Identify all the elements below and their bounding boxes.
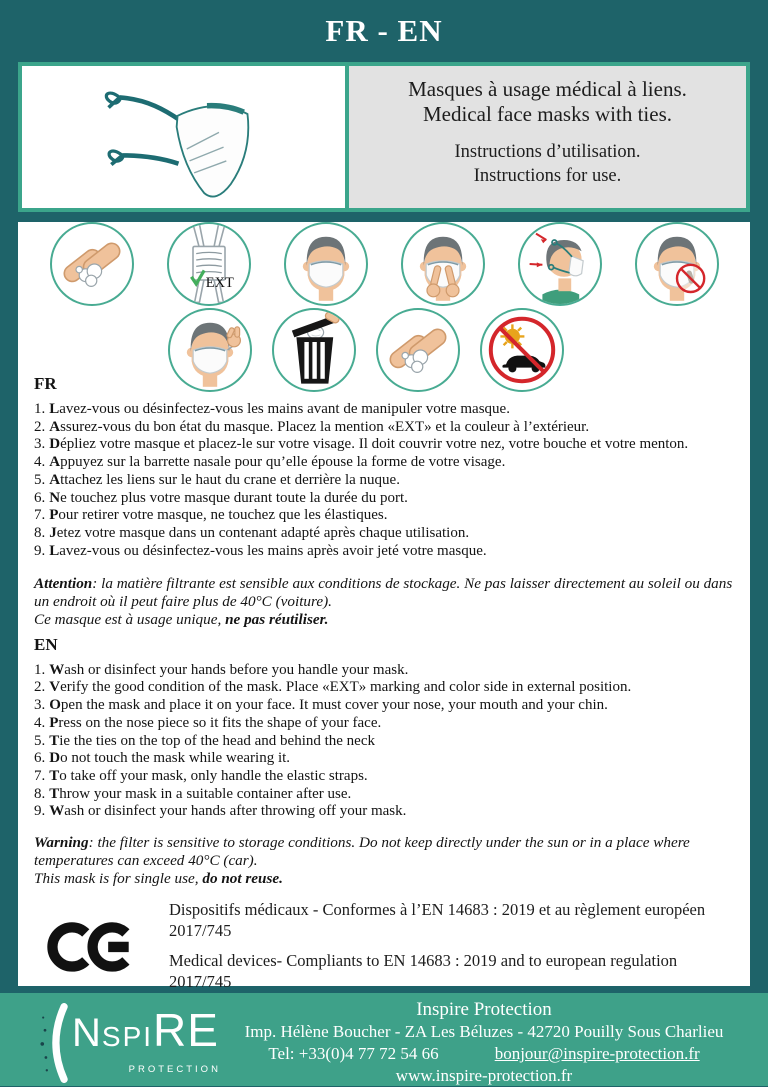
wear-mask-icon	[284, 222, 368, 306]
email-link[interactable]: bonjour@inspire-protection.fr	[494, 1044, 700, 1063]
tie-straps-icon	[518, 222, 602, 306]
product-subtitle-fr: Instructions d’utilisation.	[454, 142, 641, 162]
instruction-step: 5. Attachez les liens sur le haut du crane et derrière la nuque.	[34, 471, 400, 488]
ce-mark-icon	[42, 918, 137, 974]
ce-statement-en: Medical devices- Compliants to EN 14683 : 2019 and to european regulation 2017/745	[169, 951, 678, 992]
logo-letter-n: N	[72, 1011, 102, 1055]
instruction-step: 3. Open the mask and place it on your face. It must cover your nose, your mouth and your chin.	[34, 697, 608, 714]
logo-letters-re: RE	[153, 1004, 219, 1056]
content-panel	[18, 222, 750, 992]
remove-by-straps-icon	[168, 308, 252, 392]
en-heading: EN	[34, 634, 58, 654]
instruction-step: 4. Appuyez sur la barrette nasale pour qu’elle épouse la forme de votre visage.	[34, 454, 506, 471]
inspire-logo	[38, 1003, 219, 1081]
ce-section	[32, 899, 736, 992]
footer-contact	[226, 993, 742, 1087]
wash-hands-icon	[376, 308, 460, 392]
instruction-step: 3. Dépliez votre masque et placez-le sur votre visage. Il doit couvrir votre nez, votre bouche et votre menton.	[34, 436, 689, 453]
instruction-step: 1. Wash or disinfect your hands before you handle your mask.	[34, 661, 409, 678]
attention-note: Attention: la matière filtrante est sensible aux conditions de stockage. Ne pas laisser directement au soleil ou dans un endroit où il peut faire plus de 40°C (voiture). Ce masque est à usage unique, ne pas réutiliser.	[34, 575, 733, 628]
instruction-step: 6. Do not touch the mask while wearing it.	[34, 750, 291, 767]
company-name: Inspire Protection	[416, 999, 552, 1020]
product-box	[18, 62, 750, 212]
page-title: FR - EN	[325, 13, 443, 48]
fr-instructions	[32, 401, 736, 560]
en-instructions	[32, 662, 736, 821]
mask-with-ties-icon	[59, 68, 309, 206]
warning-label: Warning	[34, 834, 89, 852]
ce-text	[169, 899, 736, 992]
website-url: www.inspire-protection.fr	[395, 1066, 573, 1085]
instruction-step: 7. To take off your mask, only handle the elastic straps.	[34, 767, 368, 784]
pictogram-row-1	[32, 222, 736, 306]
no-sun-no-car-icon	[480, 308, 564, 392]
company-address: Imp. Hélène Boucher - ZA Les Béluzes - 42720 Pouilly Sous Charlieu	[244, 1022, 724, 1041]
instruction-step: 2. Assurez-vous du bon état du masque. Placez la mention «EXT» et la couleur à l’extérieur.	[34, 418, 590, 435]
pinch-nose-icon	[401, 222, 485, 306]
instruction-step: 1. Lavez-vous ou désinfectez-vous les mains avant de manipuler votre masque.	[34, 401, 510, 417]
instruction-step: 8. Jetez votre masque dans un contenant adapté après chaque utilisation.	[34, 524, 470, 541]
instruction-step: 7. Pour retirer votre masque, ne touchez que les élastiques.	[34, 507, 388, 524]
ce-statement-fr: Dispositifs médicaux - Conformes à l’EN 14683 : 2019 et au règlement européen 2017/745	[169, 900, 706, 941]
product-text	[345, 66, 746, 208]
instruction-step: 4. Press on the nose piece so it fits the shape of your face.	[34, 714, 382, 731]
throw-in-bin-icon	[272, 308, 356, 392]
logo-crescent-icon	[38, 1003, 72, 1083]
logo-subtitle: PROTECTION	[128, 1064, 221, 1075]
do-not-touch-mask-icon	[635, 222, 719, 306]
footer	[0, 993, 768, 1086]
instruction-step: 9. Lavez-vous ou désinfectez-vous les mains après avoir jeté votre masque.	[34, 542, 487, 559]
instruction-step: 2. Verify the good condition of the mask. Place «EXT» marking and color side in external position.	[34, 679, 632, 696]
product-subtitle-en: Instructions for use.	[473, 166, 622, 186]
instruction-step: 5. Tie the ties on the top of the head and behind the neck	[34, 732, 375, 749]
fr-heading: FR	[34, 374, 57, 393]
phone-number: Tel: +33(0)4 77 72 54 66	[268, 1044, 439, 1063]
phone-email-row	[226, 1043, 742, 1065]
product-title-fr: Masques à usage médical à liens.	[408, 77, 687, 101]
wash-hands-icon	[50, 222, 134, 306]
mask-ext-check-icon	[167, 222, 251, 306]
instruction-step: 8. Throw your mask in a suitable container after use.	[34, 785, 352, 802]
instruction-step: 9. Wash or disinfect your hands after throwing off your mask.	[34, 803, 407, 820]
attention-label: Attention	[34, 575, 93, 593]
product-title-en: Medical face masks with ties.	[422, 102, 672, 126]
instruction-step: 6. Ne touchez plus votre masque durant toute la durée du port.	[34, 489, 408, 506]
warning-note: Warning: the filter is sensitive to storage conditions. Do not keep directly under the sun or in a place where temperatures can exceed 40°C (car). This mask is for single use, do not reuse.	[34, 834, 690, 887]
logo-letters-spi: SPI	[101, 1021, 154, 1052]
mask-illustration	[22, 66, 345, 208]
